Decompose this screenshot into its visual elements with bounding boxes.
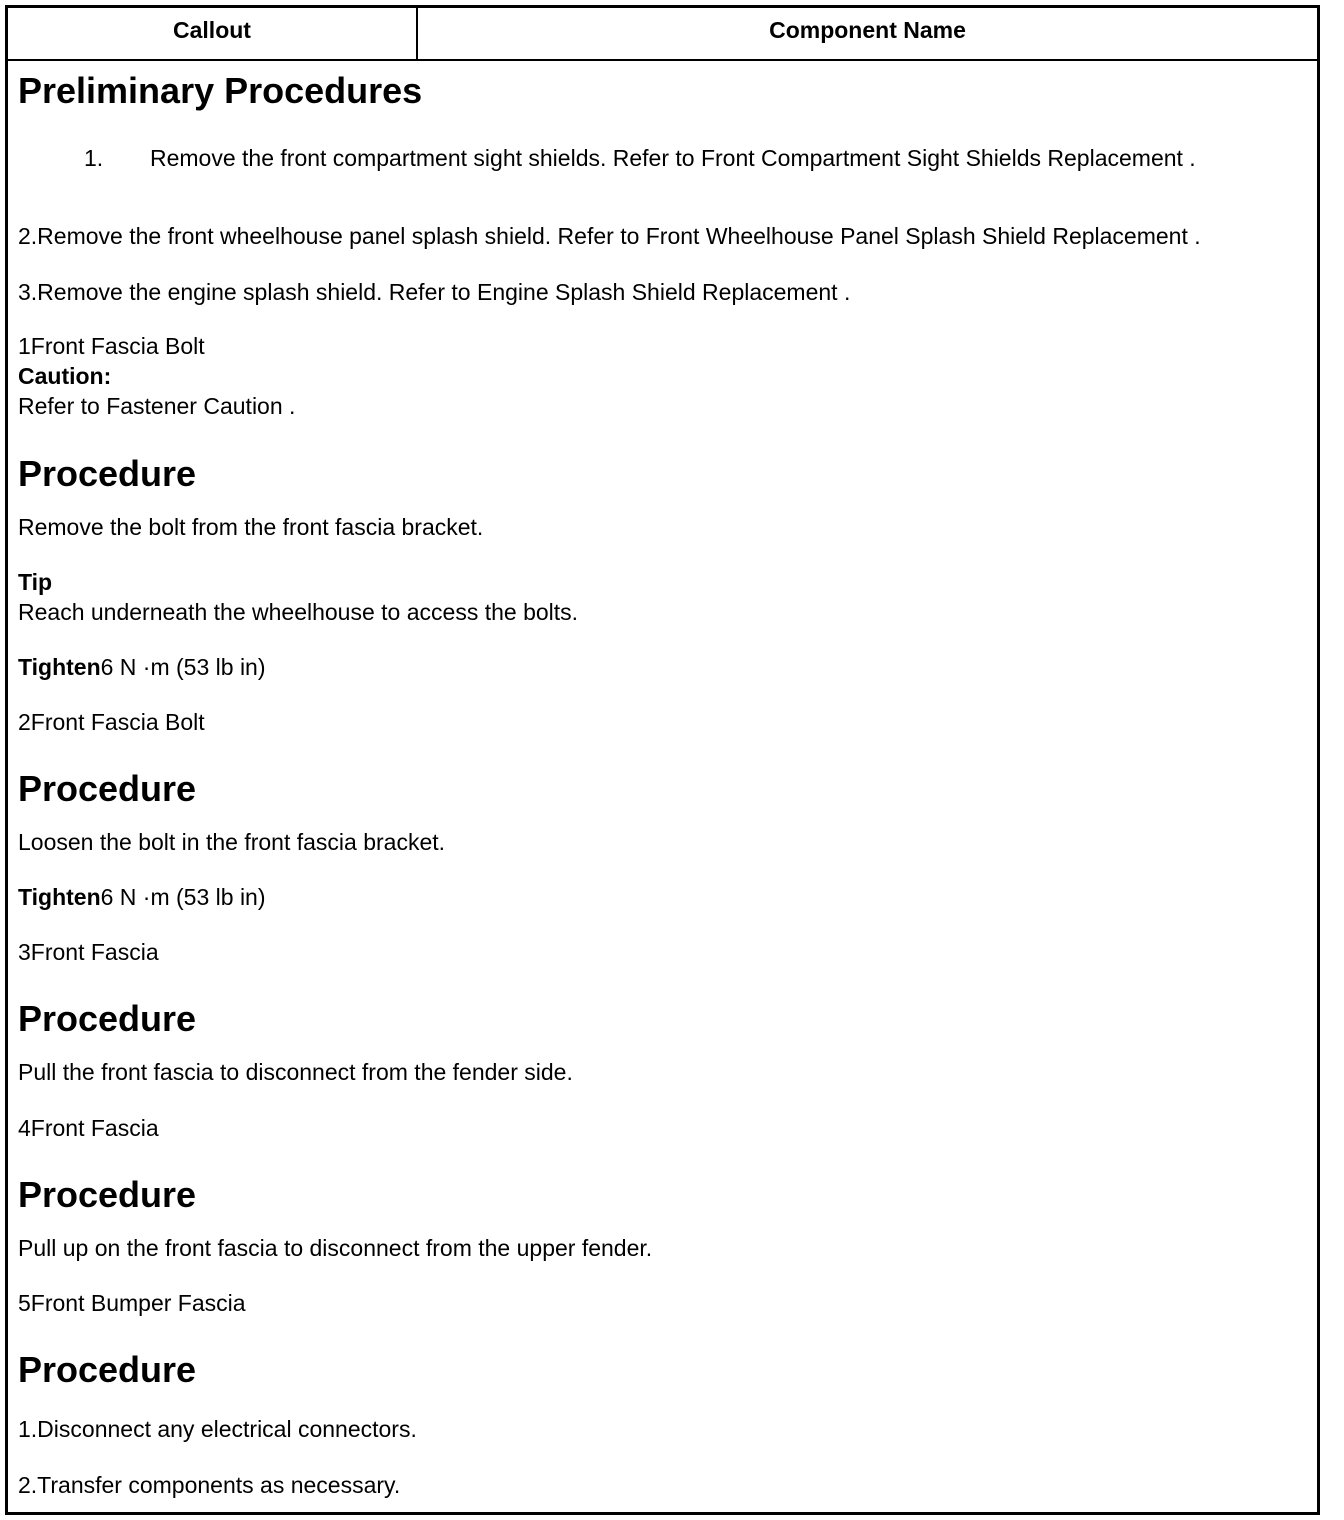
callout-2-component-name: 2Front Fascia Bolt	[18, 709, 205, 735]
procedure-title-4: Procedure	[18, 1174, 197, 1215]
callout-5-component-name: 5Front Bumper Fascia	[18, 1290, 246, 1316]
callout-column-header: Callout	[8, 8, 418, 59]
procedure-5-step-2: 2.Transfer components as necessary.	[18, 1472, 401, 1498]
callout-4-component-name: 4Front Fascia	[18, 1115, 159, 1141]
table-header	[8, 8, 1317, 61]
preliminary-step-1-number: 1.	[84, 145, 104, 171]
procedure-title-3: Procedure	[18, 998, 197, 1039]
tighten-value: 6 N ·m (53 lb in)	[100, 884, 266, 910]
tighten-label: Tighten	[18, 884, 101, 910]
procedure-1-step: Remove the bolt from the front fascia bracket.	[18, 514, 484, 540]
caution-text: Refer to Fastener Caution .	[18, 393, 296, 419]
preliminary-step-2: 2.Remove the front wheelhouse panel splash shield. Refer to Front Wheelhouse Panel Splash Shield Replacement .	[18, 223, 1201, 249]
torque-spec-1	[18, 652, 266, 682]
procedure-title-1: Procedure	[18, 453, 197, 494]
tip-text: Reach underneath the wheelhouse to access the bolts.	[18, 599, 579, 625]
procedure-5-step-1: 1.Disconnect any electrical connectors.	[18, 1416, 417, 1442]
caution-label: Caution:	[18, 363, 112, 389]
procedure-table	[5, 5, 1320, 1515]
tighten-value: 6 N ·m (53 lb in)	[100, 654, 266, 680]
procedure-2-step: Loosen the bolt in the front fascia bracket.	[18, 829, 446, 855]
torque-spec-2	[18, 882, 266, 912]
procedure-title-5: Procedure	[18, 1349, 197, 1390]
preliminary-step-3: 3.Remove the engine splash shield. Refer to Engine Splash Shield Replacement .	[18, 279, 851, 305]
tip-label: Tip	[18, 569, 53, 595]
preliminary-step-1-text: Remove the front compartment sight shields. Refer to Front Compartment Sight Shields Replacement .	[150, 145, 1196, 171]
callout-3-component-name: 3Front Fascia	[18, 939, 159, 965]
component-name-column-header: Component Name	[769, 17, 966, 43]
tighten-label: Tighten	[18, 654, 101, 680]
procedure-4-step: Pull up on the front fascia to disconnect from the upper fender.	[18, 1235, 653, 1261]
procedure-title-2: Procedure	[18, 768, 197, 809]
callout-1-component-name: 1Front Fascia Bolt	[18, 333, 205, 359]
preliminary-procedures-title: Preliminary Procedures	[18, 70, 423, 111]
procedure-3-step: Pull the front fascia to disconnect from the fender side.	[18, 1059, 573, 1085]
